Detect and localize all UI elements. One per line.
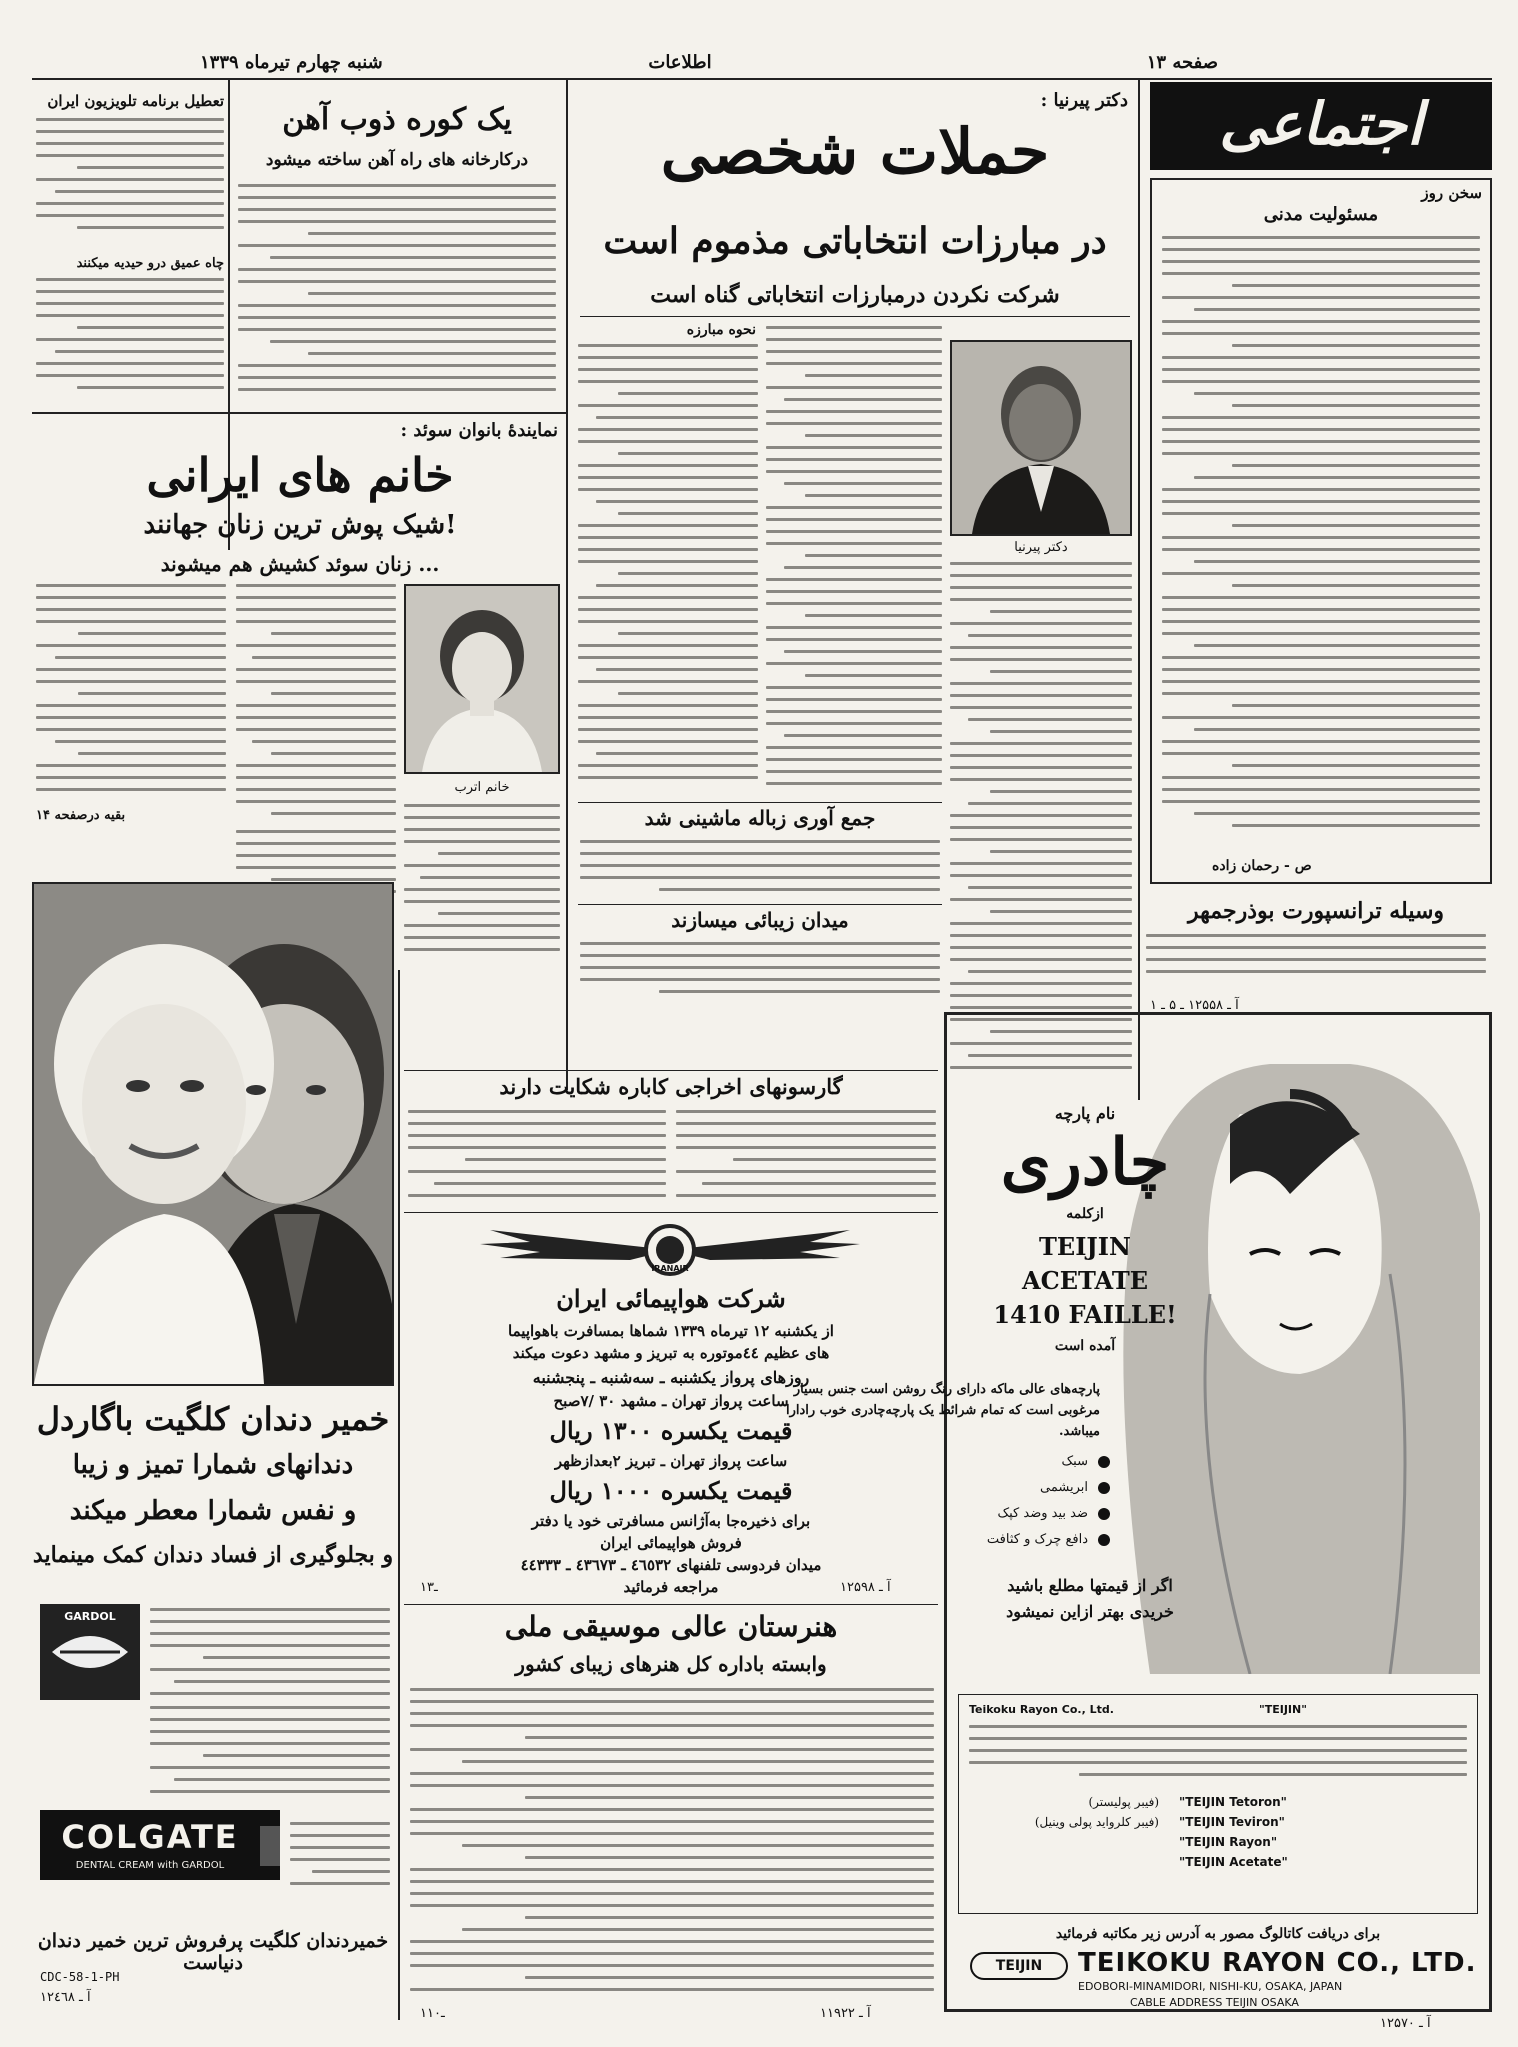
tube-subtitle: DENTAL CREAM with GARDOL bbox=[75, 1860, 225, 1871]
women-headline: خانم های ایرانی bbox=[146, 448, 454, 502]
teijin-brand-1: TEIJIN bbox=[1039, 1232, 1131, 1261]
tv-headline: تعطیل برنامه تلویزیون ایران bbox=[47, 92, 224, 110]
feature-list bbox=[960, 1454, 1110, 1558]
garbage-headline: جمع آوری زباله ماشینی شد bbox=[644, 806, 876, 830]
editorial-box bbox=[1150, 178, 1492, 884]
bullet-icon bbox=[1098, 1534, 1110, 1546]
teijin-brand-2: ACETATE bbox=[1021, 1266, 1149, 1295]
teijin-description-visible: پارچه‌های عالی ماکه دارای رنگ روشن است جنس بسیار مرغوبی است که تمام شرائط یک پارچه‌چادری خوب رادارا میباشد. bbox=[785, 1382, 1100, 1439]
social-banner bbox=[1150, 82, 1492, 170]
main-body-col1 bbox=[950, 562, 1132, 1074]
teijin-info-body bbox=[969, 1725, 1467, 1785]
iron-body bbox=[238, 184, 556, 406]
main-body-col2 bbox=[766, 326, 942, 796]
airline-phones: میدان فردوسی تلفنهای ٤٦٥٣٢ ـ ٤٣٦٧٣ ـ ٤٤٣٣٣ bbox=[520, 1556, 822, 1574]
square-body bbox=[580, 942, 940, 1002]
teijin-price-line2: خریدی بهتر ازاین نمیشود bbox=[1006, 1602, 1174, 1621]
main-subhead: در مبارزات انتخاباتی مذموم است bbox=[603, 220, 1107, 262]
bullet-icon bbox=[1098, 1482, 1110, 1494]
feature-item: ابریشمی bbox=[960, 1480, 1110, 1506]
product-fa: (فیبر کلرواید پولی وینیل) bbox=[1034, 1815, 1159, 1829]
tube-cap bbox=[260, 1826, 280, 1866]
music-body bbox=[410, 1688, 934, 2000]
gardol-graphic bbox=[40, 1604, 140, 1700]
iron-subhead: درکارخانه های راه آهن ساخته میشود bbox=[265, 150, 529, 170]
product-item: "TEIJIN Acetate" bbox=[1179, 1855, 1288, 1869]
portrait-figure bbox=[406, 586, 558, 772]
tv-subhead: چاه عمیق درو حیدیه میکنند bbox=[76, 256, 224, 271]
women-body-col2 bbox=[36, 584, 226, 806]
teijin-code: آ ـ ۱۲۵۷۰ bbox=[1380, 2016, 1431, 2031]
top-left-rule bbox=[32, 412, 566, 414]
waiters-rule bbox=[404, 1070, 938, 1071]
airline-price1: قیمت یکسره ۱۳۰۰ ریال bbox=[549, 1416, 793, 1445]
teijin-from-label: ازکلمه bbox=[1066, 1206, 1104, 1222]
colgate-code-latin: CDC-58-1-PH bbox=[40, 1970, 120, 1984]
teijin-info-box bbox=[958, 1694, 1478, 1914]
garbage-body bbox=[580, 840, 940, 900]
waiters-body-1 bbox=[676, 1110, 936, 1206]
main-body-col3 bbox=[578, 344, 758, 796]
colgate-footer: خمیردندان کلگیت پرفروش ترین خمیر دندان دنیاست bbox=[37, 1930, 389, 1974]
tv-body bbox=[36, 118, 224, 248]
column-label: سخن روز bbox=[1421, 184, 1482, 202]
music-code-right: آ ـ ۱۱۹۲۲ bbox=[820, 2006, 871, 2021]
colgate-line3: و بجلوگیری از فساد دندان کمک مینماید bbox=[32, 1542, 394, 1568]
women-body-col4 bbox=[404, 804, 560, 964]
music-rule bbox=[404, 1604, 938, 1605]
bus-code: آ ـ ۱۲۵۵۸ ـ ۵ ـ ۱ bbox=[1150, 998, 1239, 1013]
teijin-price-line1: اگر از قیمتها مطلع باشید bbox=[1007, 1576, 1173, 1595]
gardol-label: GARDOL bbox=[64, 1610, 116, 1623]
airline-code-left: ۱ـ۳ bbox=[420, 1580, 438, 1595]
feature-item: سبک bbox=[960, 1454, 1110, 1480]
teijin-came-label: آمده است bbox=[1054, 1338, 1116, 1354]
garbage-rule bbox=[578, 802, 942, 803]
company-en: Teikoku Rayon Co., Ltd. bbox=[969, 1703, 1114, 1716]
header-rule bbox=[32, 78, 1492, 80]
airline-line5: فروش هواپیمائی ایران bbox=[600, 1534, 742, 1552]
airline-logo-text: IRANAIR bbox=[651, 1264, 689, 1273]
airline-line3: روزهای پرواز یکشنبه ـ سه‌شنبه ـ پنجشنبه bbox=[532, 1368, 810, 1387]
couple-photo bbox=[32, 882, 394, 1386]
social-banner-title: اجتماعی bbox=[1219, 90, 1423, 158]
airline-price2: قیمت یکسره ۱۰۰۰ ریال bbox=[549, 1476, 793, 1505]
colgate-tube bbox=[40, 1810, 280, 1880]
airline-line2: های عظیم ٤٤موتوره به تبریز و مشهد دعوت میکند bbox=[512, 1344, 830, 1362]
colgate-body-2 bbox=[150, 1706, 390, 1802]
teikoku-name: TEIKOKU RAYON CO., LTD. bbox=[1078, 1948, 1477, 1978]
editorial-author: ص - رحمان زاده bbox=[1212, 858, 1312, 874]
main-deck: شرکت نکردن درمبارزات انتخاباتی گناه است bbox=[650, 282, 1060, 308]
bus-body bbox=[1146, 934, 1486, 994]
airline-line4: برای ذخیره‌جا به‌آژانس مسافرتی خود یا دفتر bbox=[531, 1512, 811, 1530]
teikoku-cable: CABLE ADDRESS TEIJIN OSAKA bbox=[1130, 1996, 1299, 2009]
bullet-icon bbox=[1098, 1456, 1110, 1468]
women-subhead: شیک پوش ترین زنان جهانند! bbox=[143, 510, 457, 540]
colgate-code: آ ـ ۱۲٤٦۸ bbox=[40, 1990, 91, 2005]
otterb-photo bbox=[404, 584, 560, 774]
music-subhead: وابسته باداره کل هنرهای زیبای کشور bbox=[515, 1652, 827, 1676]
main-kicker: دکتر پیرنیا : bbox=[1040, 90, 1128, 111]
airline-logo bbox=[470, 1220, 870, 1280]
pirnia-caption: دکتر پیرنیا bbox=[1014, 540, 1068, 555]
music-code-left: ۱ـ۱۰ bbox=[420, 2006, 445, 2021]
product-fa: (فیبر پولیستر) bbox=[1088, 1795, 1159, 1809]
main-section-label: نحوه مبارزه bbox=[686, 322, 756, 338]
colgate-line2: و نفس شمارا معطر میکند bbox=[69, 1496, 357, 1526]
product-item: "TEIJIN Tetoron" bbox=[1179, 1795, 1287, 1809]
product-item: "TEIJIN Teviron" bbox=[1179, 1815, 1285, 1829]
product-item: "TEIJIN Rayon" bbox=[1179, 1835, 1278, 1849]
colgate-body-3 bbox=[290, 1822, 390, 1892]
newspaper-name: اطلاعات bbox=[648, 52, 712, 73]
otterb-caption: خانم اترب bbox=[454, 780, 510, 795]
colgate-body-1 bbox=[150, 1608, 390, 1698]
airline-route1: ساعت پرواز تهران ـ مشهد ۳۰ /۷صبح bbox=[553, 1392, 789, 1410]
waiters-body-2 bbox=[408, 1110, 666, 1206]
editorial-body bbox=[1162, 236, 1480, 848]
airline-line1: از یکشنبه ۱۲ تیرماه ۱۳۳۹ شماها بمسافرت باهواپیما bbox=[508, 1322, 834, 1340]
column-rule bbox=[566, 80, 568, 1090]
bullet-icon bbox=[1098, 1508, 1110, 1520]
airline-route2: ساعت پرواز تهران ـ تبریز ۲بعدازظهر bbox=[554, 1452, 788, 1470]
couple-illustration bbox=[34, 884, 392, 1384]
bus-headline: وسیله ترانسپورت بوذرجمهر bbox=[1187, 898, 1445, 924]
portrait-figure bbox=[952, 342, 1130, 534]
teikoku-address: EDOBORI-MINAMIDORI, NISHI-KU, OSAKA, JAPAN bbox=[1078, 1980, 1343, 1993]
feature-item: دافع چرک و کثافت bbox=[960, 1532, 1110, 1558]
main-headline: حملات شخصی bbox=[660, 115, 1050, 188]
page-number: صفحه ۱۳ bbox=[1146, 52, 1218, 73]
colgate-line1: دندانهای شمارا تمیز و زیبا bbox=[72, 1450, 354, 1480]
main-deck-rule bbox=[580, 316, 1130, 317]
teijin-quote: "TEIJIN" bbox=[1259, 1703, 1307, 1716]
feature-item: ضد بید وضد کپک bbox=[960, 1506, 1110, 1532]
issue-date: شنبه چهارم تیرماه ۱۳۳۹ bbox=[200, 52, 383, 73]
tv-body-2 bbox=[36, 278, 224, 408]
tube-brand: COLGATE bbox=[61, 1818, 239, 1856]
women-continued: بقیه درصفحه ۱۴ bbox=[36, 808, 126, 823]
waiters-headline: گارسونهای اخراجی کاباره شکایت دارند bbox=[499, 1074, 843, 1099]
airline-title: شرکت هواپیمائی ایران bbox=[556, 1284, 786, 1313]
column-rule bbox=[398, 970, 400, 2020]
music-headline: هنرستان عالی موسیقی ملی bbox=[504, 1610, 838, 1643]
column-rule bbox=[1138, 80, 1140, 1100]
fabric-name: چادری bbox=[1000, 1125, 1170, 1200]
catalog-line: برای دریافت کاتالوگ مصور به آدرس زیر مکاتبه فرمائید bbox=[1055, 1926, 1381, 1942]
airline-top-rule bbox=[404, 1212, 938, 1213]
editorial-heading: مسئولیت مدنی bbox=[1263, 204, 1379, 225]
airline-code-right: آ ـ ۱۲۵۹۸ bbox=[840, 1580, 891, 1595]
teijin-badge-text: TEIJIN bbox=[995, 1958, 1043, 1974]
square-headline: میدان زیبائی میسازند bbox=[671, 908, 849, 932]
iron-headline: یک کوره ذوب آهن bbox=[282, 102, 512, 137]
teijin-logo-badge bbox=[970, 1952, 1068, 1980]
airline-closing: مراجعه فرمائید bbox=[623, 1578, 719, 1596]
women-kicker: نمایندهٔ بانوان سوئد : bbox=[400, 420, 558, 441]
pirnia-photo bbox=[950, 340, 1132, 536]
teijin-kicker: نام پارچه bbox=[1054, 1104, 1116, 1123]
teijin-brand-3: 1410 FAILLE! bbox=[993, 1300, 1177, 1329]
women-body-col1 bbox=[236, 584, 396, 826]
women-deck: زنان سوئد کشیش هم میشوند ... bbox=[160, 552, 440, 576]
square-rule bbox=[578, 904, 942, 905]
colgate-headline: خمیر دندان کلگیت باگاردل bbox=[36, 1400, 390, 1438]
